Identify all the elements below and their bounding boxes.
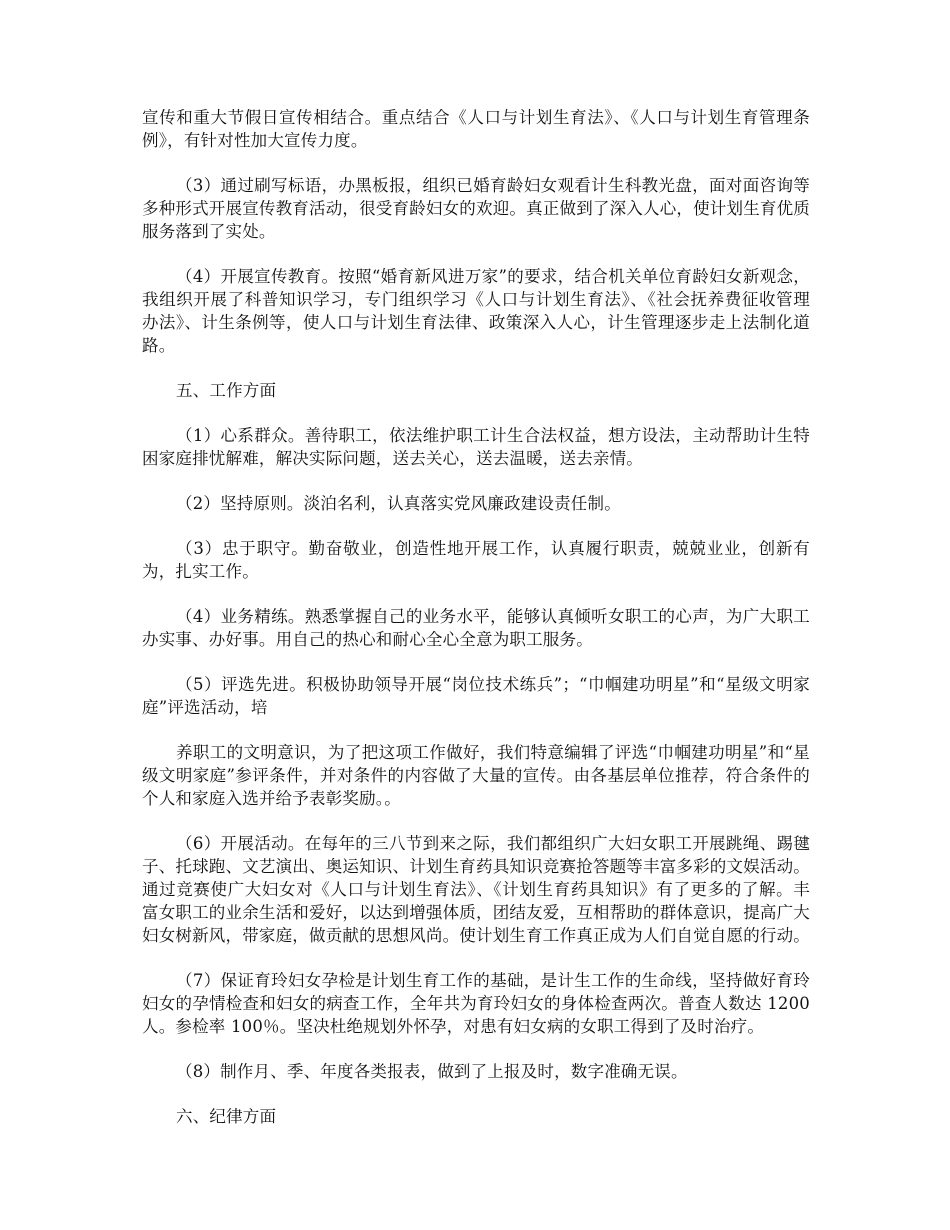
- paragraph-item-7-checkups: （7）保证育玲妇女孕检是计划生育工作的基础，是计生工作的生命线，坚持做好育玲妇女的孕情检查和妇女的病查工作，全年共为育玲妇女的身体检查两次。普查人数达 1200 人。参检率 100％。坚决杜绝规划外怀孕，对患有妇女病的女职工得到了及时治疗。: [142, 971, 810, 1036]
- paragraph-publicity-combined: 宣传和重大节假日宣传相结合。重点结合《人口与计划生育法》、《人口与计划生育管理条例》，有针对性加大宣传力度。: [142, 108, 810, 150]
- paragraph-item-8-reports: （8）制作月、季、年度各类报表，做到了上报及时，数字准确无误。: [176, 1062, 688, 1081]
- paragraph-item-4-business: （4）业务精练。熟悉掌握自己的业务水平，能够认真倾听女职工的心声，为广大职工办实事、办好事。用自己的热心和耐心全心全意为职工服务。: [142, 607, 810, 649]
- section-heading-work: 五、工作方面: [176, 381, 277, 400]
- paragraph-item-5-continued: 养职工的文明意识，为了把这项工作做好，我们特意编辑了评选“巾帼建功明星”和“星级文明家庭”参评条件，并对条件的内容做了大量的宣传。由各基层单位推荐，符合条件的个人和家庭入选并给予表彰奖励。。: [142, 743, 810, 808]
- paragraph-item-2-principles: （2）坚持原则。淡泊名利，认真落实党风廉政建设责任制。: [176, 494, 621, 513]
- paragraph-item-3-slogans: （3）通过刷写标语，办黑板报，组织已婚育龄妇女观看计生科教光盘，面对面咨询等多种形式开展宣传教育活动，很受育龄妇女的欢迎。真正做到了深入人心，使计划生育优质服务落到了实处。: [142, 176, 810, 241]
- paragraph-item-4-education: （4）开展宣传教育。按照“婚育新风进万家”的要求，结合机关单位育龄妇女新观念，我组织开展了科普知识学习，专门组织学习《人口与计划生育法》、《社会抚养费征收管理办法》、计生条例等，使人口与计划生育法律、政策深入人心，计生管理逐步走上法制化道路。: [142, 267, 810, 355]
- section-heading-discipline: 六、纪律方面: [176, 1107, 277, 1126]
- paragraph-item-5-selection: （5）评选先进。积极协助领导开展“岗位技术练兵”；“巾帼建功明星”和“星级文明家庭”评选活动，培: [142, 675, 810, 717]
- document-body: [142, 106, 810, 1150]
- paragraph-item-3-duty: （3）忠于职守。勤奋敬业，创造性地开展工作，认真履行职责，兢兢业业，创新有为，扎实工作。: [142, 539, 810, 581]
- paragraph-item-1-care: （1）心系群众。善待职工，依法维护职工计生合法权益，想方设法，主动帮助计生特困家庭排忧解难，解决实际问题，送去关心，送去温暖，送去亲情。: [142, 426, 810, 468]
- paragraph-item-6-activities: （6）开展活动。在每年的三八节到来之际，我们都组织广大妇女职工开展跳绳、踢毽子、托球跑、文艺演出、奥运知识、计划生育药具知识竞赛抢答题等丰富多彩的文娱活动。通过竞赛使广大妇女对《人口与计划生育法》、《计划生育药具知识》有了更多的了解。丰富女职工的业余生活和爱好，以达到增强体质，团结友爱，互相帮助的群体意识，提高广大妇女树新风，带家庭，做贡献的思想风尚。使计划生育工作真正成为人们自觉自愿的行动。: [142, 834, 810, 945]
